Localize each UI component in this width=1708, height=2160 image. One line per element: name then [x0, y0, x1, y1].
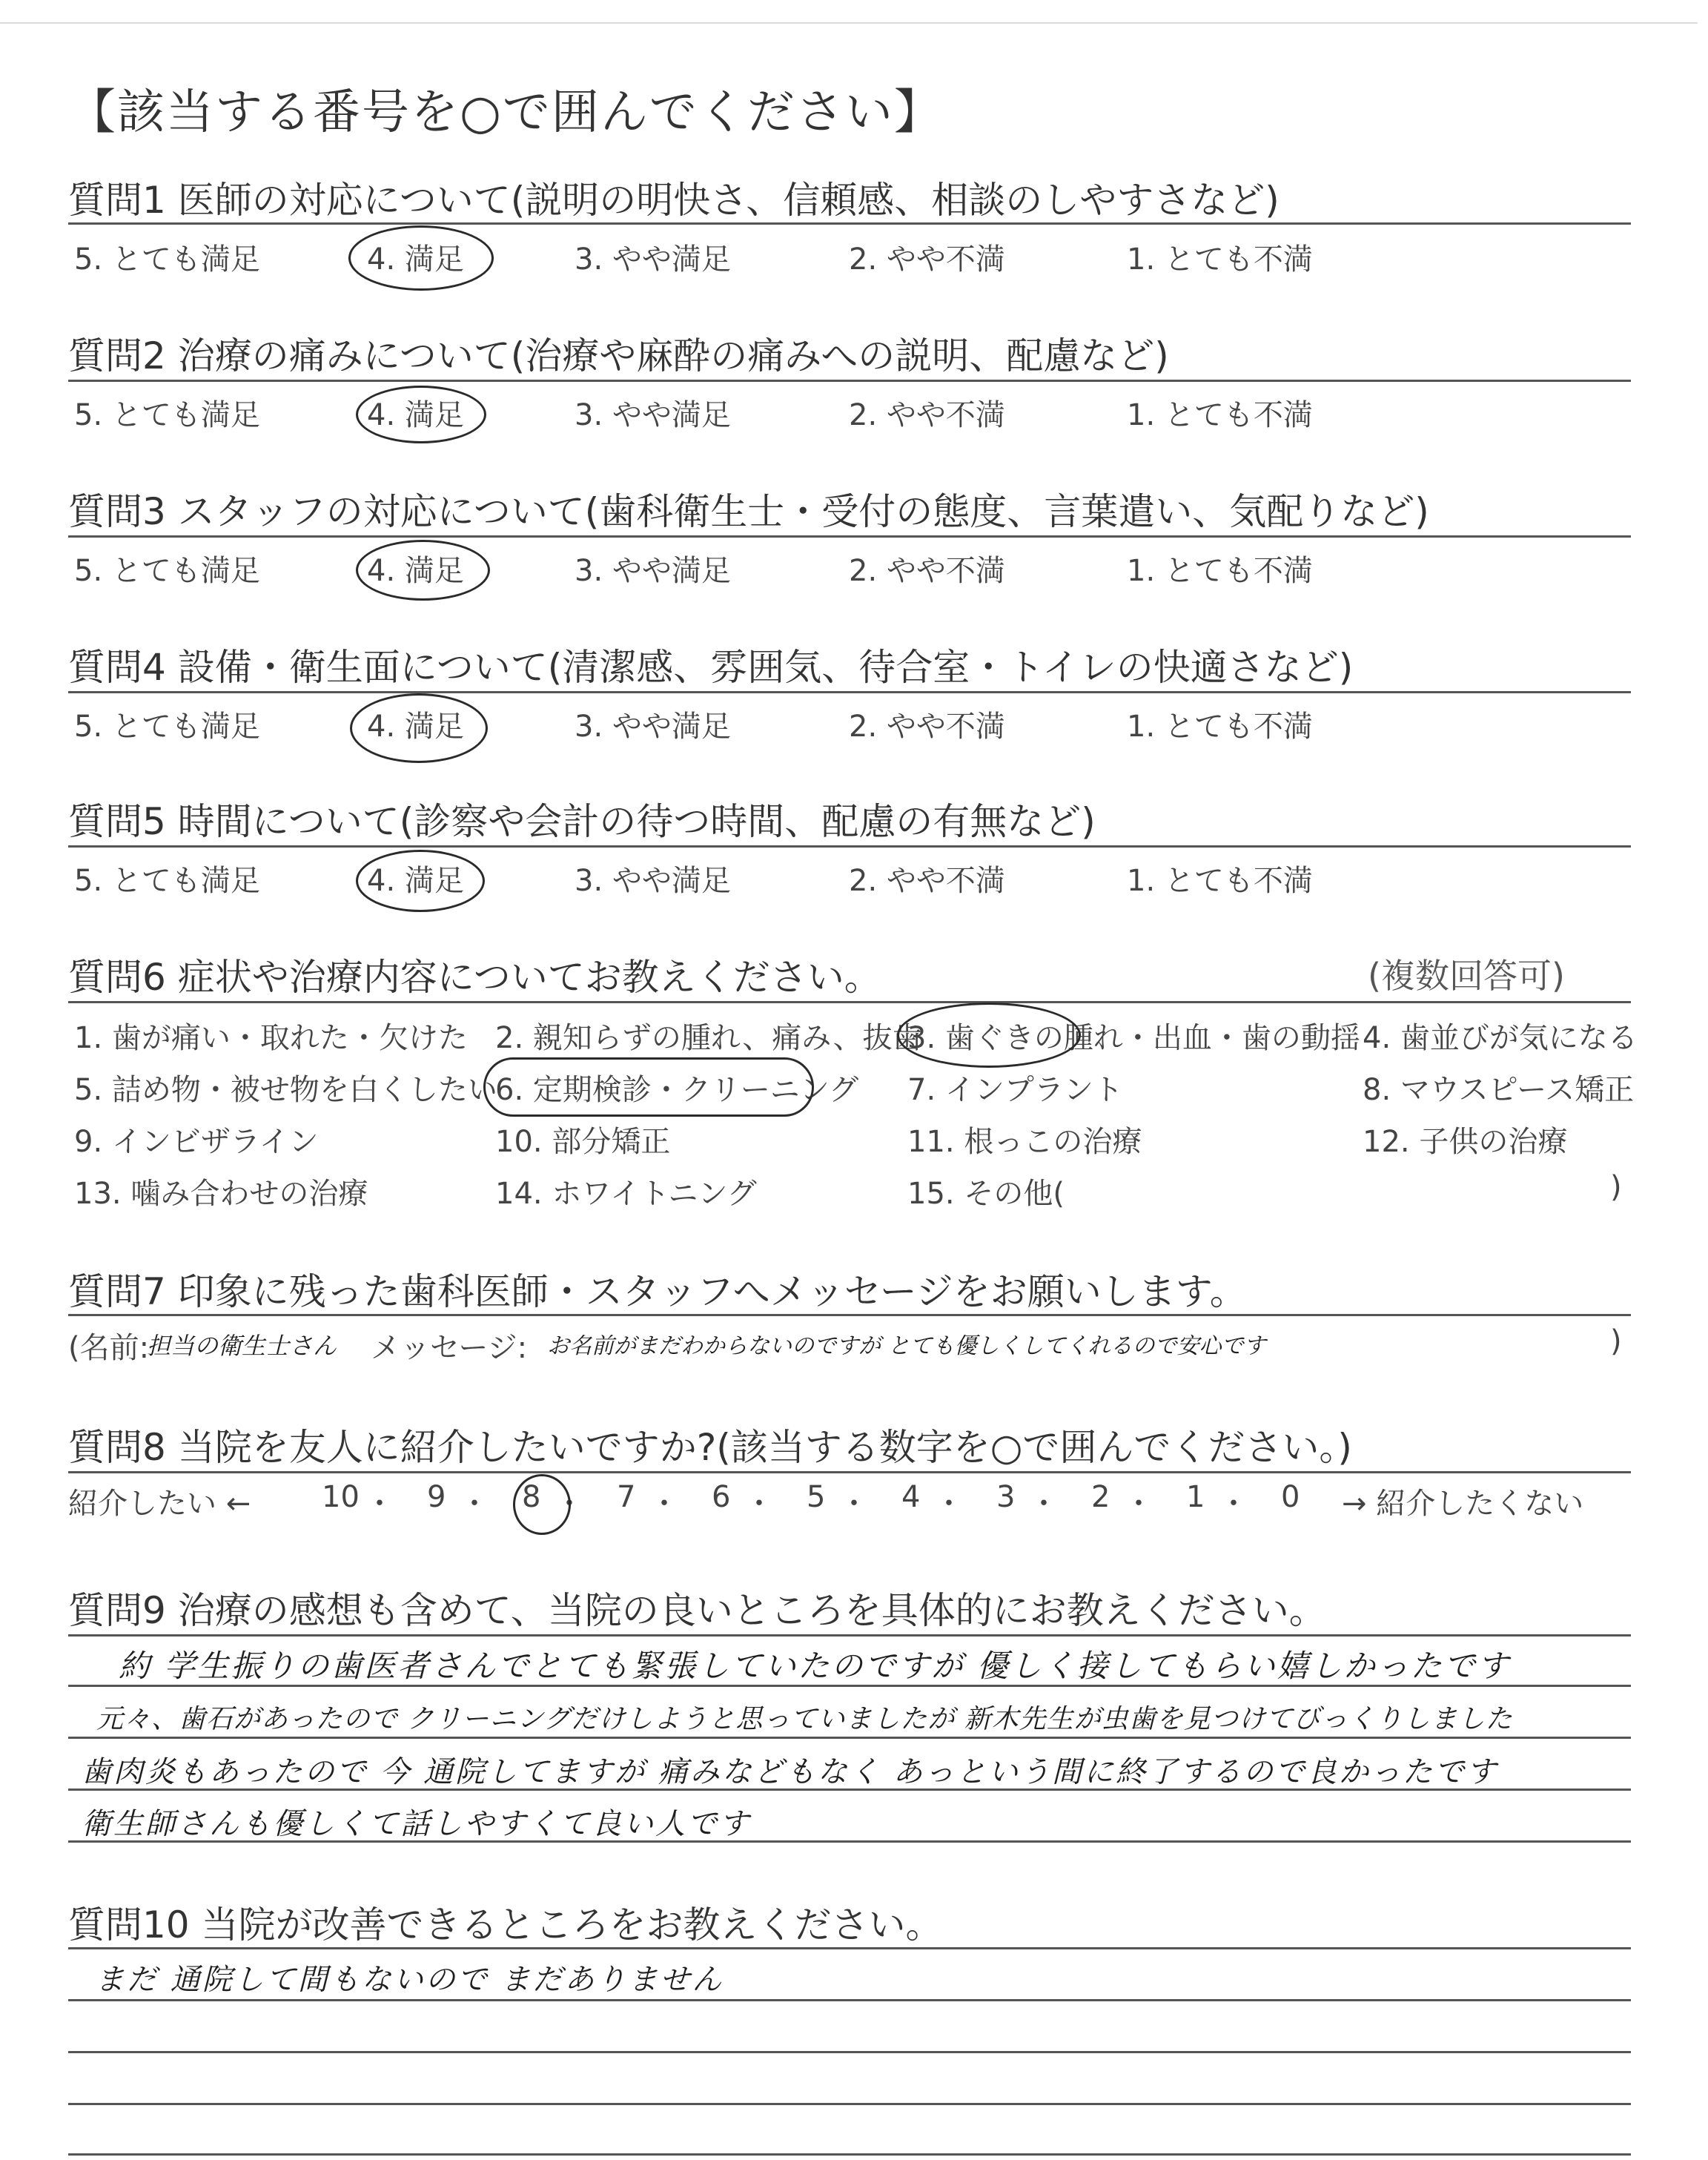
- q10-rule-2: [68, 2051, 1631, 2053]
- q6-item-5: 5. 詰め物・被せ物を白くしたい: [74, 1073, 497, 1107]
- q1-title: 質問1 医師の対応について(説明の明快さ、信頼感、相談のしやすさなど): [68, 179, 1280, 222]
- q10-line-1: まだ 通院して間もないので まだありません: [95, 1963, 724, 1997]
- q6-item-6: 6. 定期検診・クリーニング: [495, 1073, 859, 1107]
- q8-scale-separator: ・: [1124, 1487, 1153, 1521]
- q9-rule-2: [68, 1737, 1631, 1739]
- q7-message-label: メッセージ:: [371, 1331, 528, 1365]
- q7-name-handwritten: 担当の衛生士さん: [147, 1332, 337, 1360]
- q8-scale-separator: ・: [555, 1487, 584, 1521]
- q6-item-4: 4. 歯並びが気になる: [1363, 1021, 1638, 1055]
- q6-item-14: 14. ホワイトニング: [495, 1177, 757, 1211]
- q4-answer-circle: [350, 693, 488, 763]
- q1-answer-circle: [348, 225, 494, 291]
- q6-item-8: 8. マウスピース矯正: [1363, 1073, 1635, 1107]
- q10-title: 質問10 当院が改善できるところをお教えください。: [68, 1903, 943, 1946]
- q7-close-paren: ): [1610, 1324, 1622, 1358]
- q5-rule: [68, 845, 1631, 848]
- q9-line-1: 約 学生振りの歯医者さんでとても緊張していたのですが 優しく接してもらい嬉しかったです: [119, 1648, 1511, 1684]
- q6-item-3: 3. 歯ぐきの腫れ・出血・歯の動揺: [907, 1021, 1360, 1055]
- q5-option-1: 1. とても不満: [1127, 864, 1313, 898]
- q5-title: 質問5 時間について(診察や会計の待つ時間、配慮の有無など): [68, 800, 1096, 843]
- q1-option-4: 4. 満足: [367, 242, 464, 277]
- q6-answer-circle-6: [483, 1057, 814, 1117]
- q6-item-1: 1. 歯が痛い・取れた・欠けた: [74, 1021, 468, 1055]
- q8-scale-separator: ・: [460, 1487, 489, 1521]
- q8-scale-7: 7: [617, 1480, 636, 1514]
- q3-option-3: 3. やや満足: [575, 554, 731, 588]
- q10-rule-3: [68, 2103, 1631, 2105]
- q8-right-label: → 紹介したくない: [1342, 1487, 1584, 1521]
- q4-option-2: 2. やや不満: [849, 710, 1005, 744]
- q9-title: 質問9 治療の感想も含めて、当院の良いところを具体的にお教えください。: [68, 1589, 1326, 1632]
- q4-option-3: 3. やや満足: [575, 710, 731, 744]
- q8-left-label: 紹介したい ←: [68, 1487, 251, 1521]
- q3-option-4: 4. 満足: [367, 554, 464, 588]
- q8-scale-9: 9: [427, 1480, 446, 1514]
- q4-rule: [68, 691, 1631, 693]
- q6-item-15: 15. その他(: [907, 1177, 1065, 1211]
- q1-option-1: 1. とても不満: [1127, 242, 1313, 277]
- q6-title: 質問6 症状や治療内容についてお教えください。: [68, 956, 881, 999]
- q4-option-4: 4. 満足: [367, 710, 464, 744]
- q1-rule: [68, 222, 1631, 225]
- q3-title: 質問3 スタッフの対応について(歯科衛生士・受付の態度、言葉遣い、気配りなど): [68, 490, 1429, 533]
- q8-title: 質問8 当院を友人に紹介したいですか?(該当する数字を○で囲んでください。): [68, 1426, 1352, 1469]
- q6-item-10: 10. 部分矯正: [495, 1125, 671, 1159]
- q8-scale-separator: ・: [649, 1487, 679, 1521]
- q1-option-2: 2. やや不満: [849, 242, 1005, 277]
- q8-scale-separator: ・: [1029, 1487, 1059, 1521]
- q1-option-3: 3. やや満足: [575, 242, 731, 277]
- q3-rule: [68, 535, 1631, 538]
- q6-item-15-close: ): [1610, 1170, 1622, 1204]
- q5-option-3: 3. やや満足: [575, 864, 731, 898]
- q8-rule: [68, 1471, 1631, 1473]
- q8-scale-8: 8: [522, 1480, 541, 1514]
- q7-message-handwritten: お名前がまだわからないのですが とても優しくしてくれるので安心です: [547, 1333, 1266, 1359]
- instruction-heading: 【該当する番号を○で囲んでください】: [68, 85, 943, 140]
- q9-rule-0: [68, 1634, 1631, 1636]
- q4-option-1: 1. とても不満: [1127, 710, 1313, 744]
- q2-option-3: 3. やや満足: [575, 398, 731, 432]
- q8-scale-4: 4: [901, 1480, 921, 1514]
- q2-answer-circle: [356, 386, 486, 443]
- q2-rule: [68, 380, 1631, 382]
- q2-option-2: 2. やや不満: [849, 398, 1005, 432]
- q8-scale-0: 0: [1281, 1480, 1300, 1514]
- q8-answer-circle: [513, 1474, 571, 1535]
- q8-scale-10: 10: [322, 1480, 360, 1514]
- q2-option-5: 5. とても満足: [74, 398, 260, 432]
- q8-scale-6: 6: [712, 1480, 731, 1514]
- q10-rule-4: [68, 2153, 1631, 2156]
- q8-scale-separator: ・: [1219, 1487, 1248, 1521]
- q8-scale-2: 2: [1091, 1480, 1110, 1514]
- q9-line-3: 歯肉炎もあったので 今 通院してますが 痛みなどもなく あっという間に終了するので良かったです: [82, 1755, 1499, 1789]
- q1-option-5: 5. とても満足: [74, 242, 260, 277]
- q5-option-2: 2. やや不満: [849, 864, 1005, 898]
- q7-title: 質問7 印象に残った歯科医師・スタッフへメッセージをお願いします。: [68, 1270, 1247, 1313]
- q3-option-5: 5. とても満足: [74, 554, 260, 588]
- top-border: [0, 22, 1698, 24]
- q8-scale-5: 5: [807, 1480, 826, 1514]
- q6-item-9: 9. インビザライン: [74, 1125, 319, 1159]
- q6-item-12: 12. 子供の治療: [1363, 1125, 1568, 1159]
- q7-rule: [68, 1314, 1631, 1316]
- q6-rule: [68, 1001, 1631, 1003]
- q8-scale-separator: ・: [934, 1487, 964, 1521]
- q3-option-1: 1. とても不満: [1127, 554, 1313, 588]
- q6-item-13: 13. 噛み合わせの治療: [74, 1177, 368, 1211]
- q6-item-2: 2. 親知らずの腫れ、痛み、抜歯: [495, 1021, 922, 1055]
- q5-option-4: 4. 満足: [367, 864, 464, 898]
- q2-title: 質問2 治療の痛みについて(治療や麻酔の痛みへの説明、配慮など): [68, 334, 1169, 377]
- q5-option-5: 5. とても満足: [74, 864, 260, 898]
- q8-scale-separator: ・: [744, 1487, 774, 1521]
- q6-multiple-note: (複数回答可): [1368, 956, 1565, 996]
- q6-answer-circle-3: [897, 1003, 1081, 1068]
- q9-line-2: 元々、歯石があったので クリーニングだけしようと思っていましたが 新木先生が虫歯を見つけてびっくりしました: [96, 1704, 1513, 1734]
- q10-rule-1: [68, 1999, 1631, 2001]
- q4-title: 質問4 設備・衛生面について(清潔感、雰囲気、待合室・トイレの快適さなど): [68, 646, 1354, 689]
- q3-answer-circle: [356, 540, 490, 601]
- q4-option-5: 5. とても満足: [74, 710, 260, 744]
- q10-rule-0: [68, 1947, 1631, 1949]
- q8-scale-1: 1: [1186, 1480, 1205, 1514]
- q2-option-1: 1. とても不満: [1127, 398, 1313, 432]
- q8-scale-3: 3: [996, 1480, 1016, 1514]
- q9-line-4: 衛生師さんも優しくて話しやすくて良い人です: [82, 1807, 751, 1841]
- q6-item-11: 11. 根っこの治療: [907, 1125, 1142, 1159]
- q5-answer-circle: [356, 850, 485, 912]
- q8-scale-separator: ・: [839, 1487, 869, 1521]
- q8-scale-separator: ・: [365, 1487, 394, 1521]
- q3-option-2: 2. やや不満: [849, 554, 1005, 588]
- q2-option-4: 4. 満足: [367, 398, 464, 432]
- q6-item-7: 7. インプラント: [907, 1073, 1123, 1107]
- q7-name-label: (名前:: [68, 1331, 150, 1365]
